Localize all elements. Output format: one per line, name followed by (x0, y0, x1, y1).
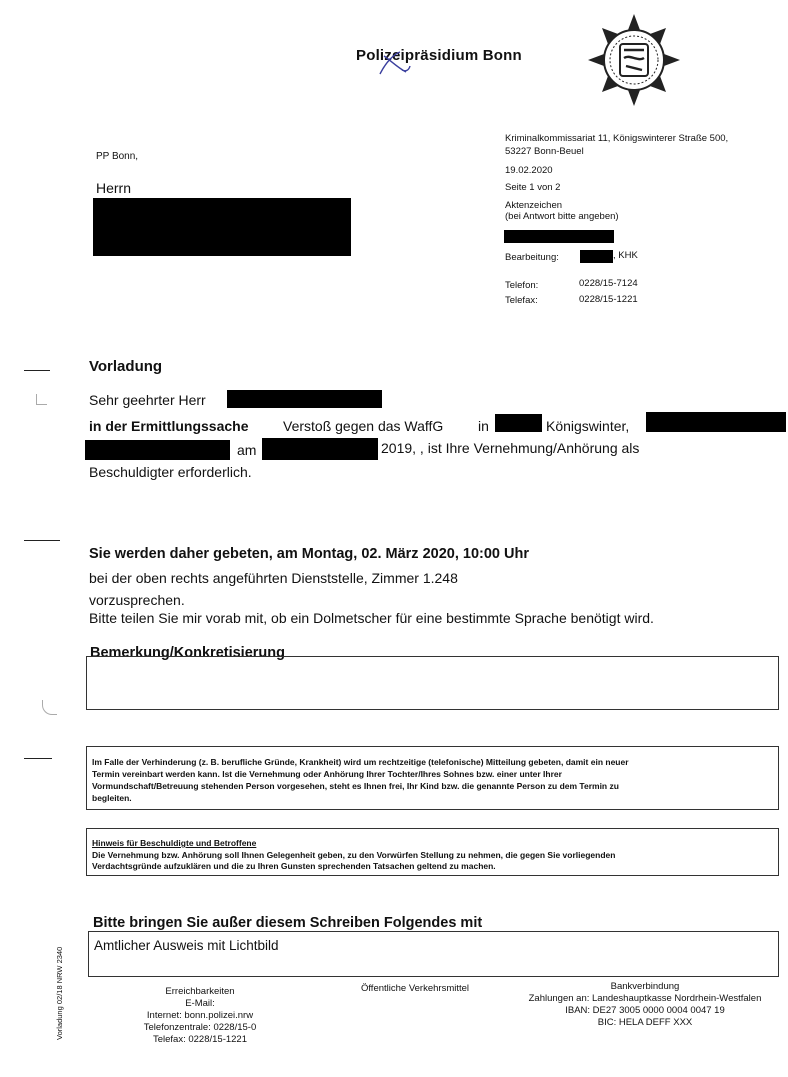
remarks-box (86, 656, 779, 710)
notice-line3: Vormundschaft/Betreuung stehenden Person vorgesehen, steht es Ihnen frei, Ihr Kind bzw. die genannte Person zu dem Termin zu (92, 781, 619, 791)
appointment-line1: bei der oben rechts angeführten Dienststelle, Zimmer 1.248 (89, 570, 458, 586)
hint-line2: Verdachtsgründe aufzuklären und die zu Ihren Gunsten sprechenden Tatsachen geltend zu machen. (92, 861, 496, 871)
hint-title: Hinweis für Beschuldigte und Betroffene (92, 838, 257, 848)
bring-heading: Bitte bringen Sie außer diesem Schreiben Folgendes mit (93, 915, 483, 931)
processing-rank: , KHK (613, 250, 638, 261)
fax-value: 0228/15-1221 (579, 294, 638, 305)
redacted-address-cont (85, 440, 230, 460)
notice-box (86, 746, 779, 810)
redacted-surname (227, 390, 382, 408)
recipient-salutation: Herrn (96, 180, 132, 196)
bank-iban: IBAN: DE27 3005 0000 0004 0047 19 (565, 1005, 725, 1016)
case-in: in (478, 418, 489, 434)
transport-title: Öffentliche Verkehrsmittel (360, 983, 470, 994)
file-ref-hint: (bei Antwort bitte angeben) (505, 211, 619, 222)
remarks-value (87, 657, 778, 669)
authority-title: Polizeipräsidium Bonn (356, 47, 522, 64)
appointment-line3: Bitte teilen Sie mir vorab mit, ob ein Dolmetscher für eine bestimmte Sprache benötigt wird. (89, 610, 654, 626)
greeting: Sehr geehrter Herr (89, 392, 206, 408)
phone-label: Telefon: (505, 280, 539, 291)
appointment-line2: vorzusprechen. (89, 592, 185, 608)
bank-title: Bankverbindung (610, 981, 680, 992)
letter-subject: Vorladung (89, 358, 163, 375)
notice-line2: Termin vereinbart werden kann. Ist die Vernehmung oder Anhörung Ihrer Tochter/Ihres Sohnes bzw. einer unter Ihrer (92, 769, 562, 779)
bank-payee: Zahlungen an: Landeshauptkasse Nordrhein-Westfalen (528, 993, 762, 1004)
letter-date: 19.02.2020 (505, 165, 553, 176)
reach-internet: Internet: bonn.polizei.nrw (146, 1010, 254, 1021)
fold-mark (24, 370, 50, 371)
bring-item: Amtlicher Ausweis mit Lichtbild (94, 938, 279, 953)
redacted-officer-name (580, 250, 613, 263)
office-address-line2: 53227 Bonn-Beuel (505, 146, 584, 157)
form-code: Vorladung 02/18 NRW 2340 (55, 946, 64, 1040)
notice-line4: begleiten. (92, 793, 132, 803)
case-label: in der Ermittlungssache (89, 418, 249, 434)
hint-box (86, 828, 779, 876)
redacted-recipient-address (93, 198, 351, 256)
punch-mark (36, 394, 47, 405)
redacted-street (646, 412, 786, 432)
sender-line: PP Bonn, (96, 151, 139, 162)
footer-reach (120, 986, 280, 1046)
redacted-date (262, 438, 378, 460)
appointment-heading: Sie werden daher gebeten, am Montag, 02. März 2020, 10:00 Uhr (89, 546, 529, 562)
pen-scribble (376, 48, 412, 78)
office-address-line1: Kriminalkommissariat 11, Königswinterer Straße 500, (505, 133, 729, 144)
redacted-file-number (504, 230, 614, 243)
case-am: am (237, 442, 257, 458)
processing-label: Bearbeitung: (505, 252, 559, 263)
case-offense: Verstoß gegen das WaffG (283, 418, 444, 434)
redacted-locality (495, 414, 542, 432)
fold-mark (24, 758, 52, 759)
notice-line1: Im Falle der Verhinderung (z. B. berufliche Gründe, Krankheit) wird um rechtzeitige (telefonische) Mitteilung gebeten, damit ein neuer (92, 757, 629, 767)
reach-phone: Telefonzentrale: 0228/15-0 (143, 1022, 257, 1033)
reach-fax: Telefax: 0228/15-1221 (152, 1034, 248, 1045)
reach-title: Erreichbarkeiten (165, 986, 235, 997)
page-count: Seite 1 von 2 (505, 182, 561, 193)
fax-label: Telefax: (505, 295, 538, 306)
fold-mark (24, 540, 60, 541)
case-place: Königswinter, (546, 418, 630, 434)
case-year-text: 2019, , ist Ihre Vernehmung/Anhörung als (381, 440, 640, 456)
hint-line1: Die Vernehmung bzw. Anhörung soll Ihnen Gelegenheit geben, zu den Vorwürfen Stellung zu nehmen, die gegen Sie vorliegenden (92, 850, 616, 860)
remarks-heading: Bemerkung/Konkretisierung (90, 645, 285, 661)
file-ref-label: Aktenzeichen (505, 200, 563, 211)
bank-bic: BIC: HELA DEFF XXX (597, 1017, 693, 1028)
case-role: Beschuldigter erforderlich. (89, 464, 252, 480)
punch-mark (42, 700, 57, 715)
reach-email: E-Mail: (185, 998, 215, 1009)
police-star-emblem (584, 10, 684, 110)
phone-value: 0228/15-7124 (579, 278, 638, 289)
bring-box (88, 931, 779, 977)
footer-bank (505, 981, 785, 1029)
